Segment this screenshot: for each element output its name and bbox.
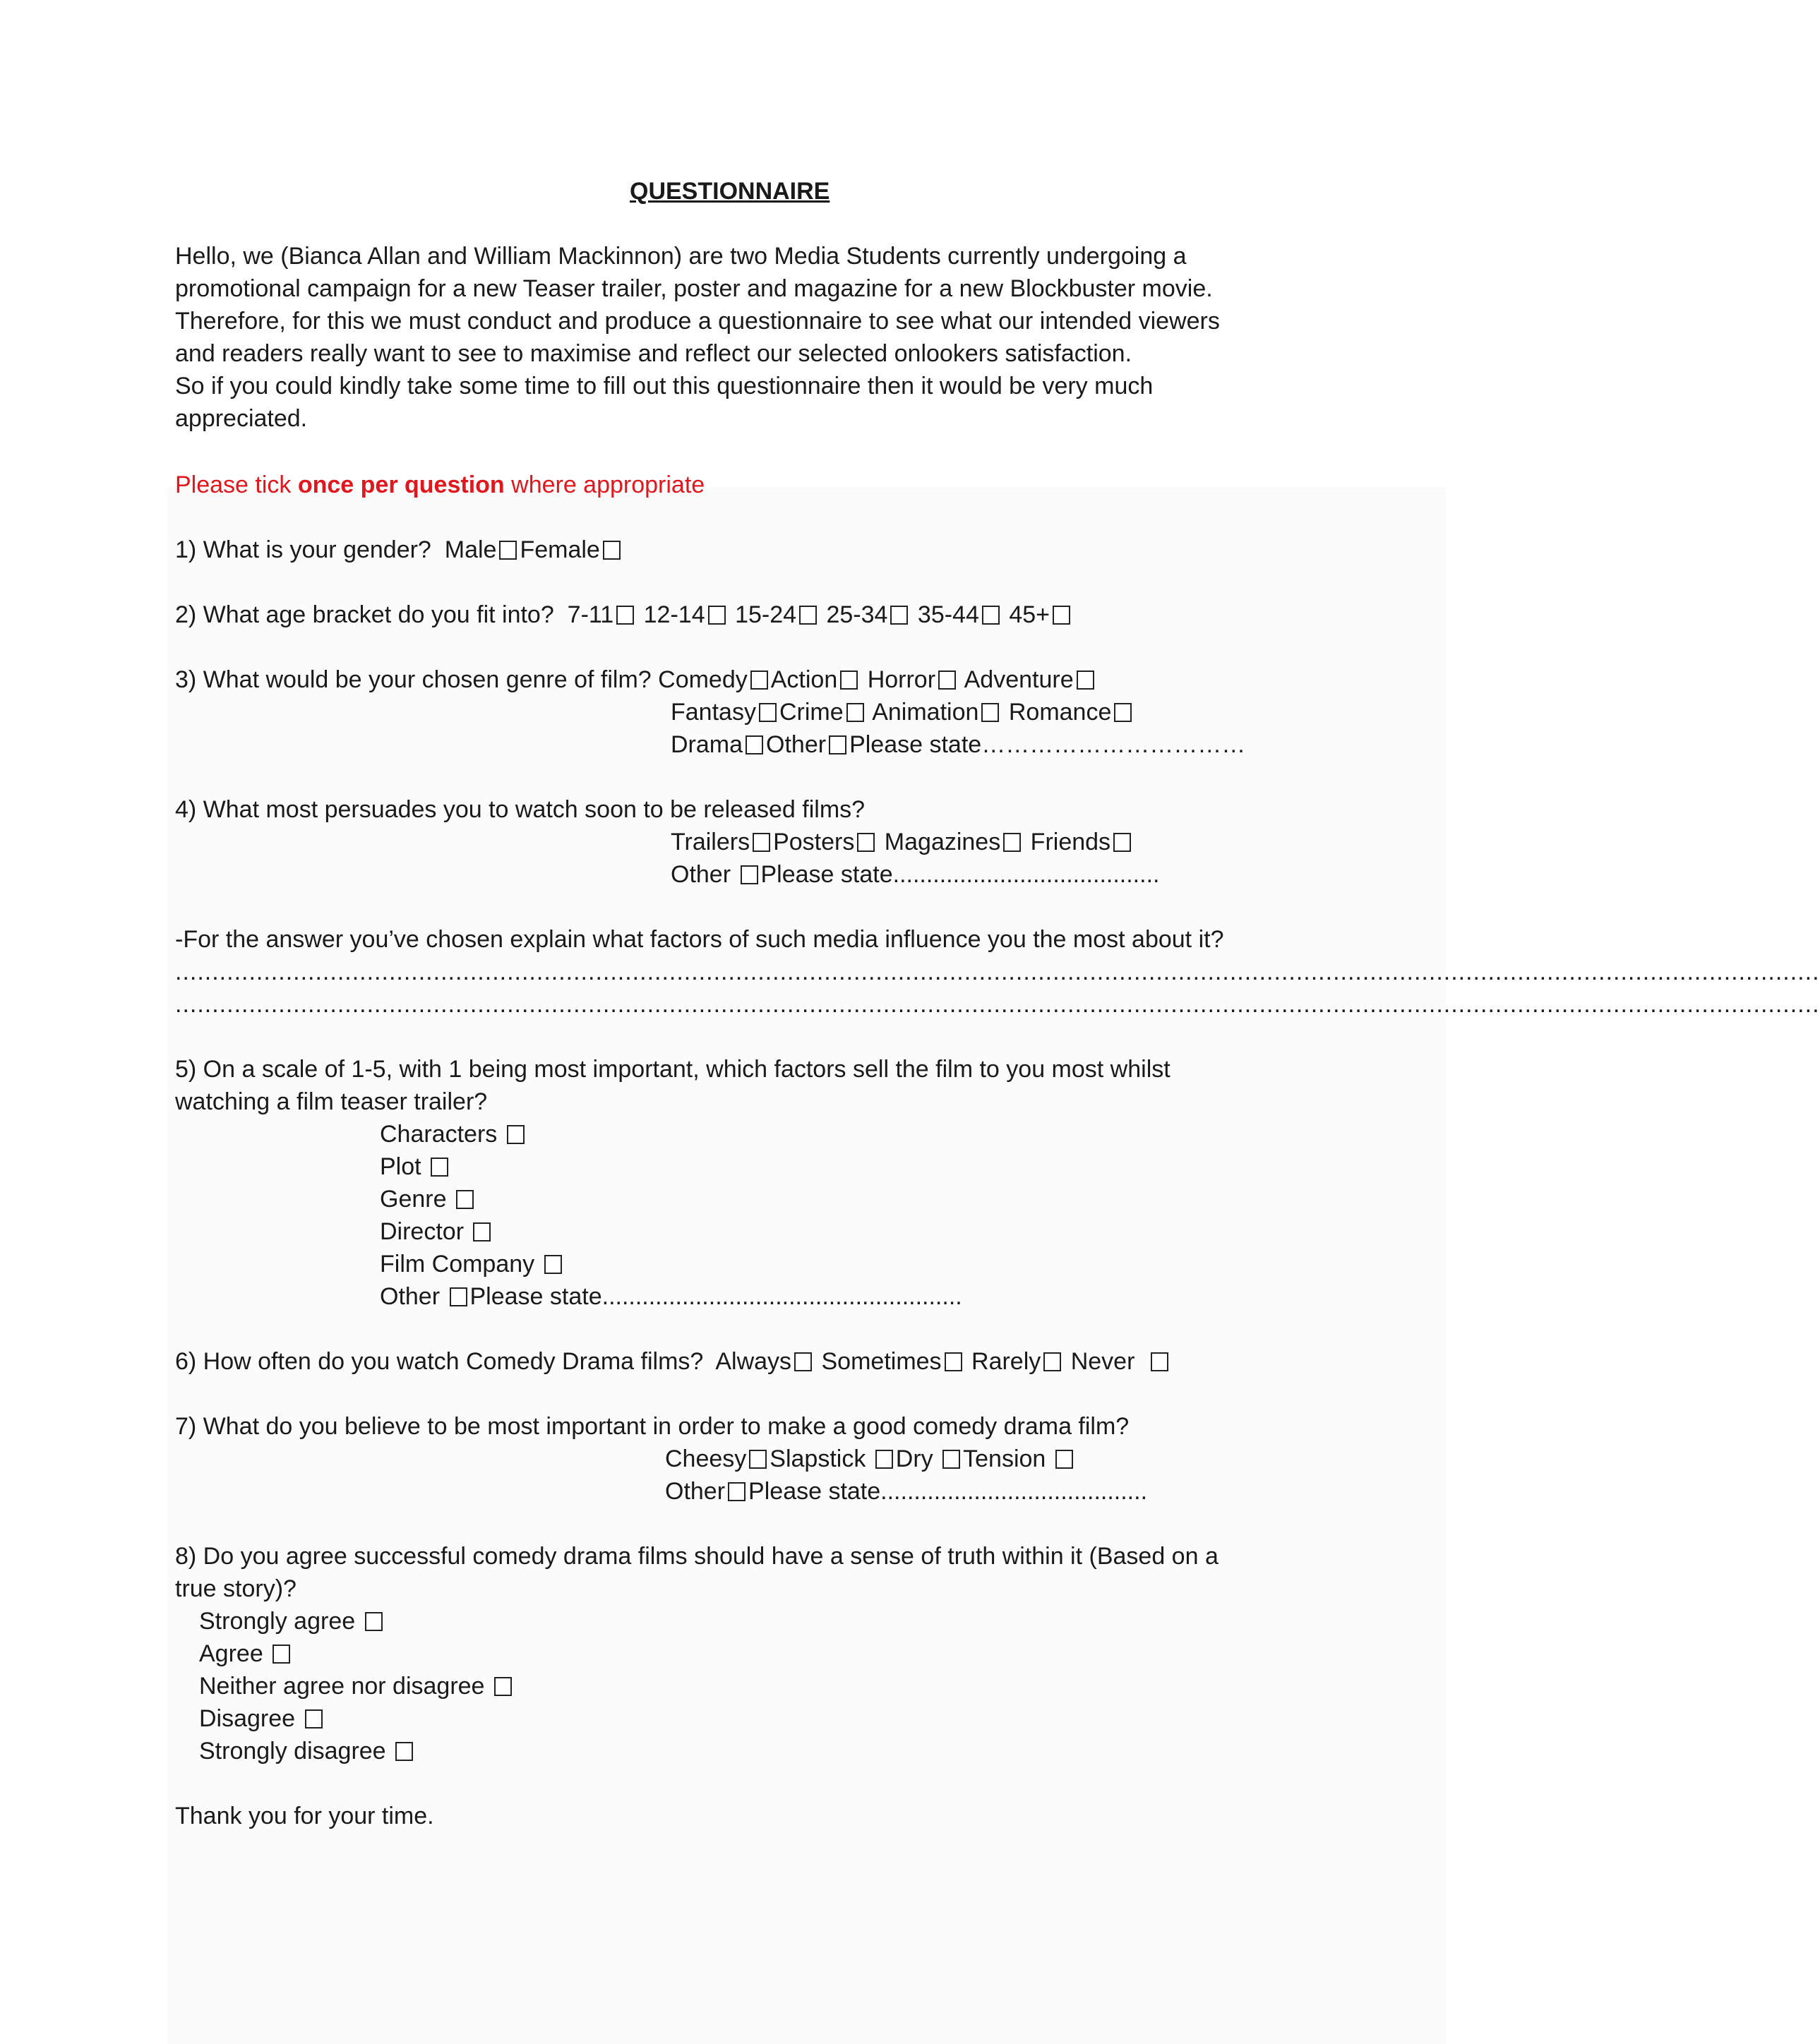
checkbox[interactable] — [494, 1677, 512, 1696]
page-title: QUESTIONNAIRE — [630, 178, 830, 205]
checkbox[interactable] — [616, 606, 634, 625]
please-state-field[interactable]: Please state........................................ — [760, 861, 1160, 888]
question-7-row-2: Other Please state........................................ — [665, 1478, 1148, 1505]
checkbox[interactable] — [750, 671, 768, 690]
intro-line: Hello, we (Bianca Allan and William Mackinnon) are two Media Students currently undergoing a — [175, 243, 1187, 270]
checkbox[interactable] — [875, 1450, 893, 1469]
checkbox[interactable] — [741, 865, 758, 884]
checkbox[interactable] — [981, 703, 999, 722]
checkbox[interactable] — [753, 833, 770, 852]
intro-line: appreciated. — [175, 405, 308, 432]
question-3: 3) What would be your chosen genre of film? Comedy Action Horror Adventure — [175, 663, 1097, 696]
checkbox[interactable] — [456, 1190, 474, 1209]
answer-line[interactable]: ............................................................................................................................................................................................................................... — [175, 958, 1820, 985]
instruction: Please tick once per question where appropriate — [175, 471, 705, 498]
question-prompt: 1) What is your gender? — [175, 536, 431, 563]
likert-option: Neither agree nor disagree — [199, 1670, 515, 1702]
likert-option: Strongly agree — [199, 1605, 385, 1637]
checkbox[interactable] — [746, 735, 763, 755]
checkbox[interactable] — [1003, 833, 1021, 852]
please-state-field[interactable]: Please state...................................................... — [469, 1283, 962, 1310]
checkbox[interactable] — [305, 1709, 323, 1729]
question-4: 4) What most persuades you to watch soon to be released films? — [175, 796, 866, 823]
rank-option: Genre — [380, 1183, 477, 1215]
checkbox[interactable] — [749, 1450, 767, 1469]
question-4-row-2: Other Please state........................................ — [671, 861, 1160, 888]
answer-line[interactable]: ............................................................................................................................................................................................................................... — [175, 991, 1820, 1018]
checkbox[interactable] — [1114, 703, 1132, 722]
question-5: 5) On a scale of 1-5, with 1 being most important, which factors sell the film to you most whilst — [175, 1056, 1171, 1083]
checkbox[interactable] — [450, 1287, 467, 1306]
checkbox[interactable] — [728, 1482, 746, 1501]
question-8: 8) Do you agree successful comedy drama films should have a sense of truth within it (Based on a — [175, 1543, 1219, 1570]
intro-line: promotional campaign for a new Teaser trailer, poster and magazine for a new Blockbuster movie. — [175, 275, 1213, 302]
checkbox[interactable] — [1053, 606, 1070, 625]
checkbox[interactable] — [1113, 833, 1131, 852]
checkbox[interactable] — [431, 1158, 448, 1177]
intro-line: Therefore, for this we must conduct and produce a questionnaire to see what our intended viewers — [175, 308, 1220, 335]
please-state-field[interactable]: Please state........................................ — [748, 1478, 1148, 1505]
checkbox[interactable] — [1077, 671, 1094, 690]
question-6: 6) How often do you watch Comedy Drama films? Always Sometimes Rarely Never — [175, 1345, 1171, 1378]
rank-option: Characters — [380, 1118, 527, 1150]
checkbox[interactable] — [365, 1612, 383, 1631]
question-4-row-1: Trailers Posters Magazines Friends — [671, 826, 1134, 858]
checkbox[interactable] — [273, 1645, 290, 1664]
please-state-field[interactable]: Please state…………………………… — [849, 731, 1246, 758]
likert-option: Disagree — [199, 1702, 325, 1735]
checkbox[interactable] — [829, 735, 846, 755]
rank-option: Other Please state...................................................... — [380, 1283, 962, 1310]
checkbox[interactable] — [544, 1255, 562, 1274]
rank-option: Director — [380, 1215, 493, 1248]
checkbox[interactable] — [857, 833, 875, 852]
checkbox[interactable] — [982, 606, 1000, 625]
checkbox[interactable] — [507, 1125, 525, 1144]
intro-line: So if you could kindly take some time to fill out this questionnaire then it would be very much — [175, 373, 1154, 399]
question-3-row-3: Drama Other Please state…………………………… — [671, 731, 1246, 758]
intro-line: and readers really want to see to maximise and reflect our selected onlookers satisfaction. — [175, 340, 1132, 367]
checkbox[interactable] — [942, 1450, 960, 1469]
checkbox[interactable] — [708, 606, 726, 625]
question-5-cont: watching a film teaser trailer? — [175, 1088, 488, 1115]
likert-option: Agree — [199, 1637, 293, 1670]
checkbox[interactable] — [846, 703, 864, 722]
checkbox[interactable] — [799, 606, 817, 625]
checkbox[interactable] — [759, 703, 777, 722]
checkbox[interactable] — [473, 1222, 491, 1242]
question-8-cont: true story)? — [175, 1575, 297, 1602]
closing-text: Thank you for your time. — [175, 1803, 434, 1829]
checkbox[interactable] — [1151, 1352, 1168, 1371]
question-7: 7) What do you believe to be most important in order to make a good comedy drama film? — [175, 1413, 1130, 1440]
rank-option: Plot — [380, 1150, 451, 1183]
rank-option: Film Company — [380, 1248, 565, 1280]
checkbox[interactable] — [840, 671, 858, 690]
checkbox[interactable] — [395, 1742, 413, 1761]
question-3-row-2: Fantasy Crime Animation Romance — [671, 696, 1134, 728]
checkbox[interactable] — [1043, 1352, 1061, 1371]
checkbox[interactable] — [945, 1352, 962, 1371]
checkbox[interactable] — [1055, 1450, 1073, 1469]
question-2: 2) What age bracket do you fit into? 7-11 12-14 15-24 25-34 35-44 45+ — [175, 599, 1073, 631]
question-7-row-1: Cheesy Slapstick Dry Tension — [665, 1443, 1076, 1475]
followup-question: -For the answer you’ve chosen explain what factors of such media influence you the most about it? — [175, 926, 1224, 953]
likert-option: Strongly disagree — [199, 1735, 416, 1767]
checkbox[interactable] — [603, 541, 621, 560]
checkbox[interactable] — [938, 671, 956, 690]
question-1: 1) What is your gender? Male Female — [175, 534, 623, 566]
checkbox[interactable] — [794, 1352, 812, 1371]
checkbox[interactable] — [890, 606, 908, 625]
checkbox[interactable] — [499, 541, 517, 560]
